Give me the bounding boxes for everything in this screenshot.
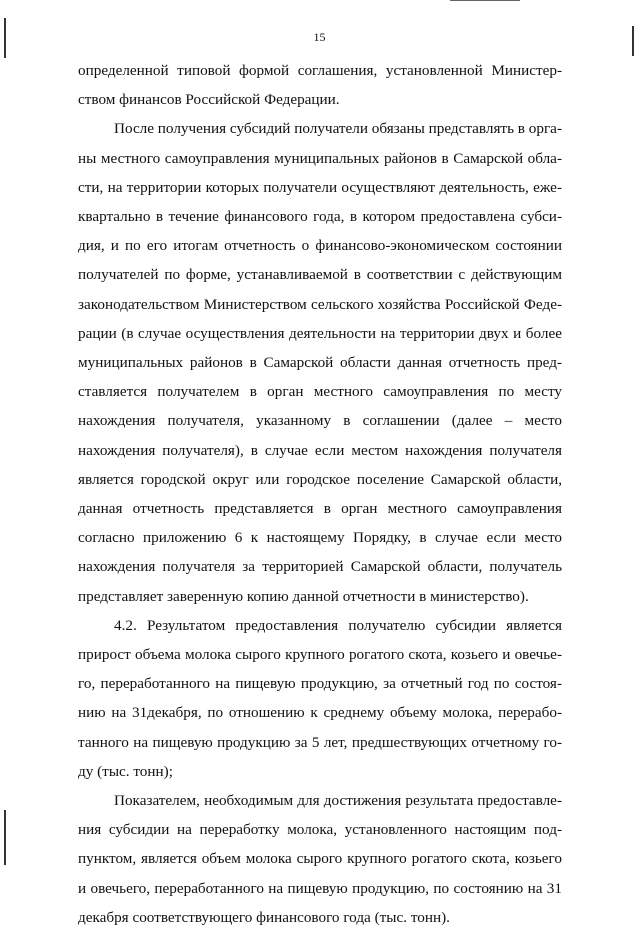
paragraph-result-indicator: Показателем, необходимым для достижения результата предоставления субсидии на переработку молока, установленного настоящим подпунктом, является объем молока сырого крупного рогатого скота, козьего и овечьего, переработанного на пищевую продукцию, по состоянию на 31 декабря соответствующего финансового года (тыс. тонн). [78,792,562,926]
scan-edge-mark [450,0,520,1]
paragraph-reporting-obligation: После получения субсидий получатели обязаны представлять в органы местного самоуправления муниципальных районов в Самарской области, на территории которых получатели осуществляют деятельность, ежеквартально в течение финансового года, в котором предоставлена субсидия, и по его итогам отчетность о финансово-экономическом состоянии получателей по форме, устанавливаемой в соответствии с действующим законодательством Министерством сельского хозяйства Российской Федерации (в случае осуществления деятельности на территории двух и более муниципальных районов в Самарской области данная отчетность представляется получателем в орган местного самоуправления по месту нахождения получателя, указанному в соглашении (далее – место нахождения получателя), в случае если местом нахождения получателя является городской округ или городское поселение Самарской области, данная отчетность представляется в орган местного самоуправления согласно приложению 6 к настоящему Порядку, в случае если место нахождения получателя за территорией Самарской области, получатель представляет заверенную копию данной отчетности в министерство). [78,120,562,605]
paragraph-continuation: определенной типовой формой соглашения, установленной Министерством финансов Российской Федерации. [78,62,562,109]
document-body [78,56,562,932]
paragraph-subsidy-result: 4.2. Результатом предоставления получателю субсидии является прирост объема молока сырого крупного рогатого скота, козьего и овечьего, переработанного на пищевую продукцию, за отчетный год по состоянию на 31декабря, по отношению к среднему объему молока, переработанного на пищевую продукцию за 5 лет, предшествующих отчетному году (тыс. тонн); [78,616,562,780]
page-number: 15 [313,30,326,44]
scan-edge-mark [4,810,6,865]
